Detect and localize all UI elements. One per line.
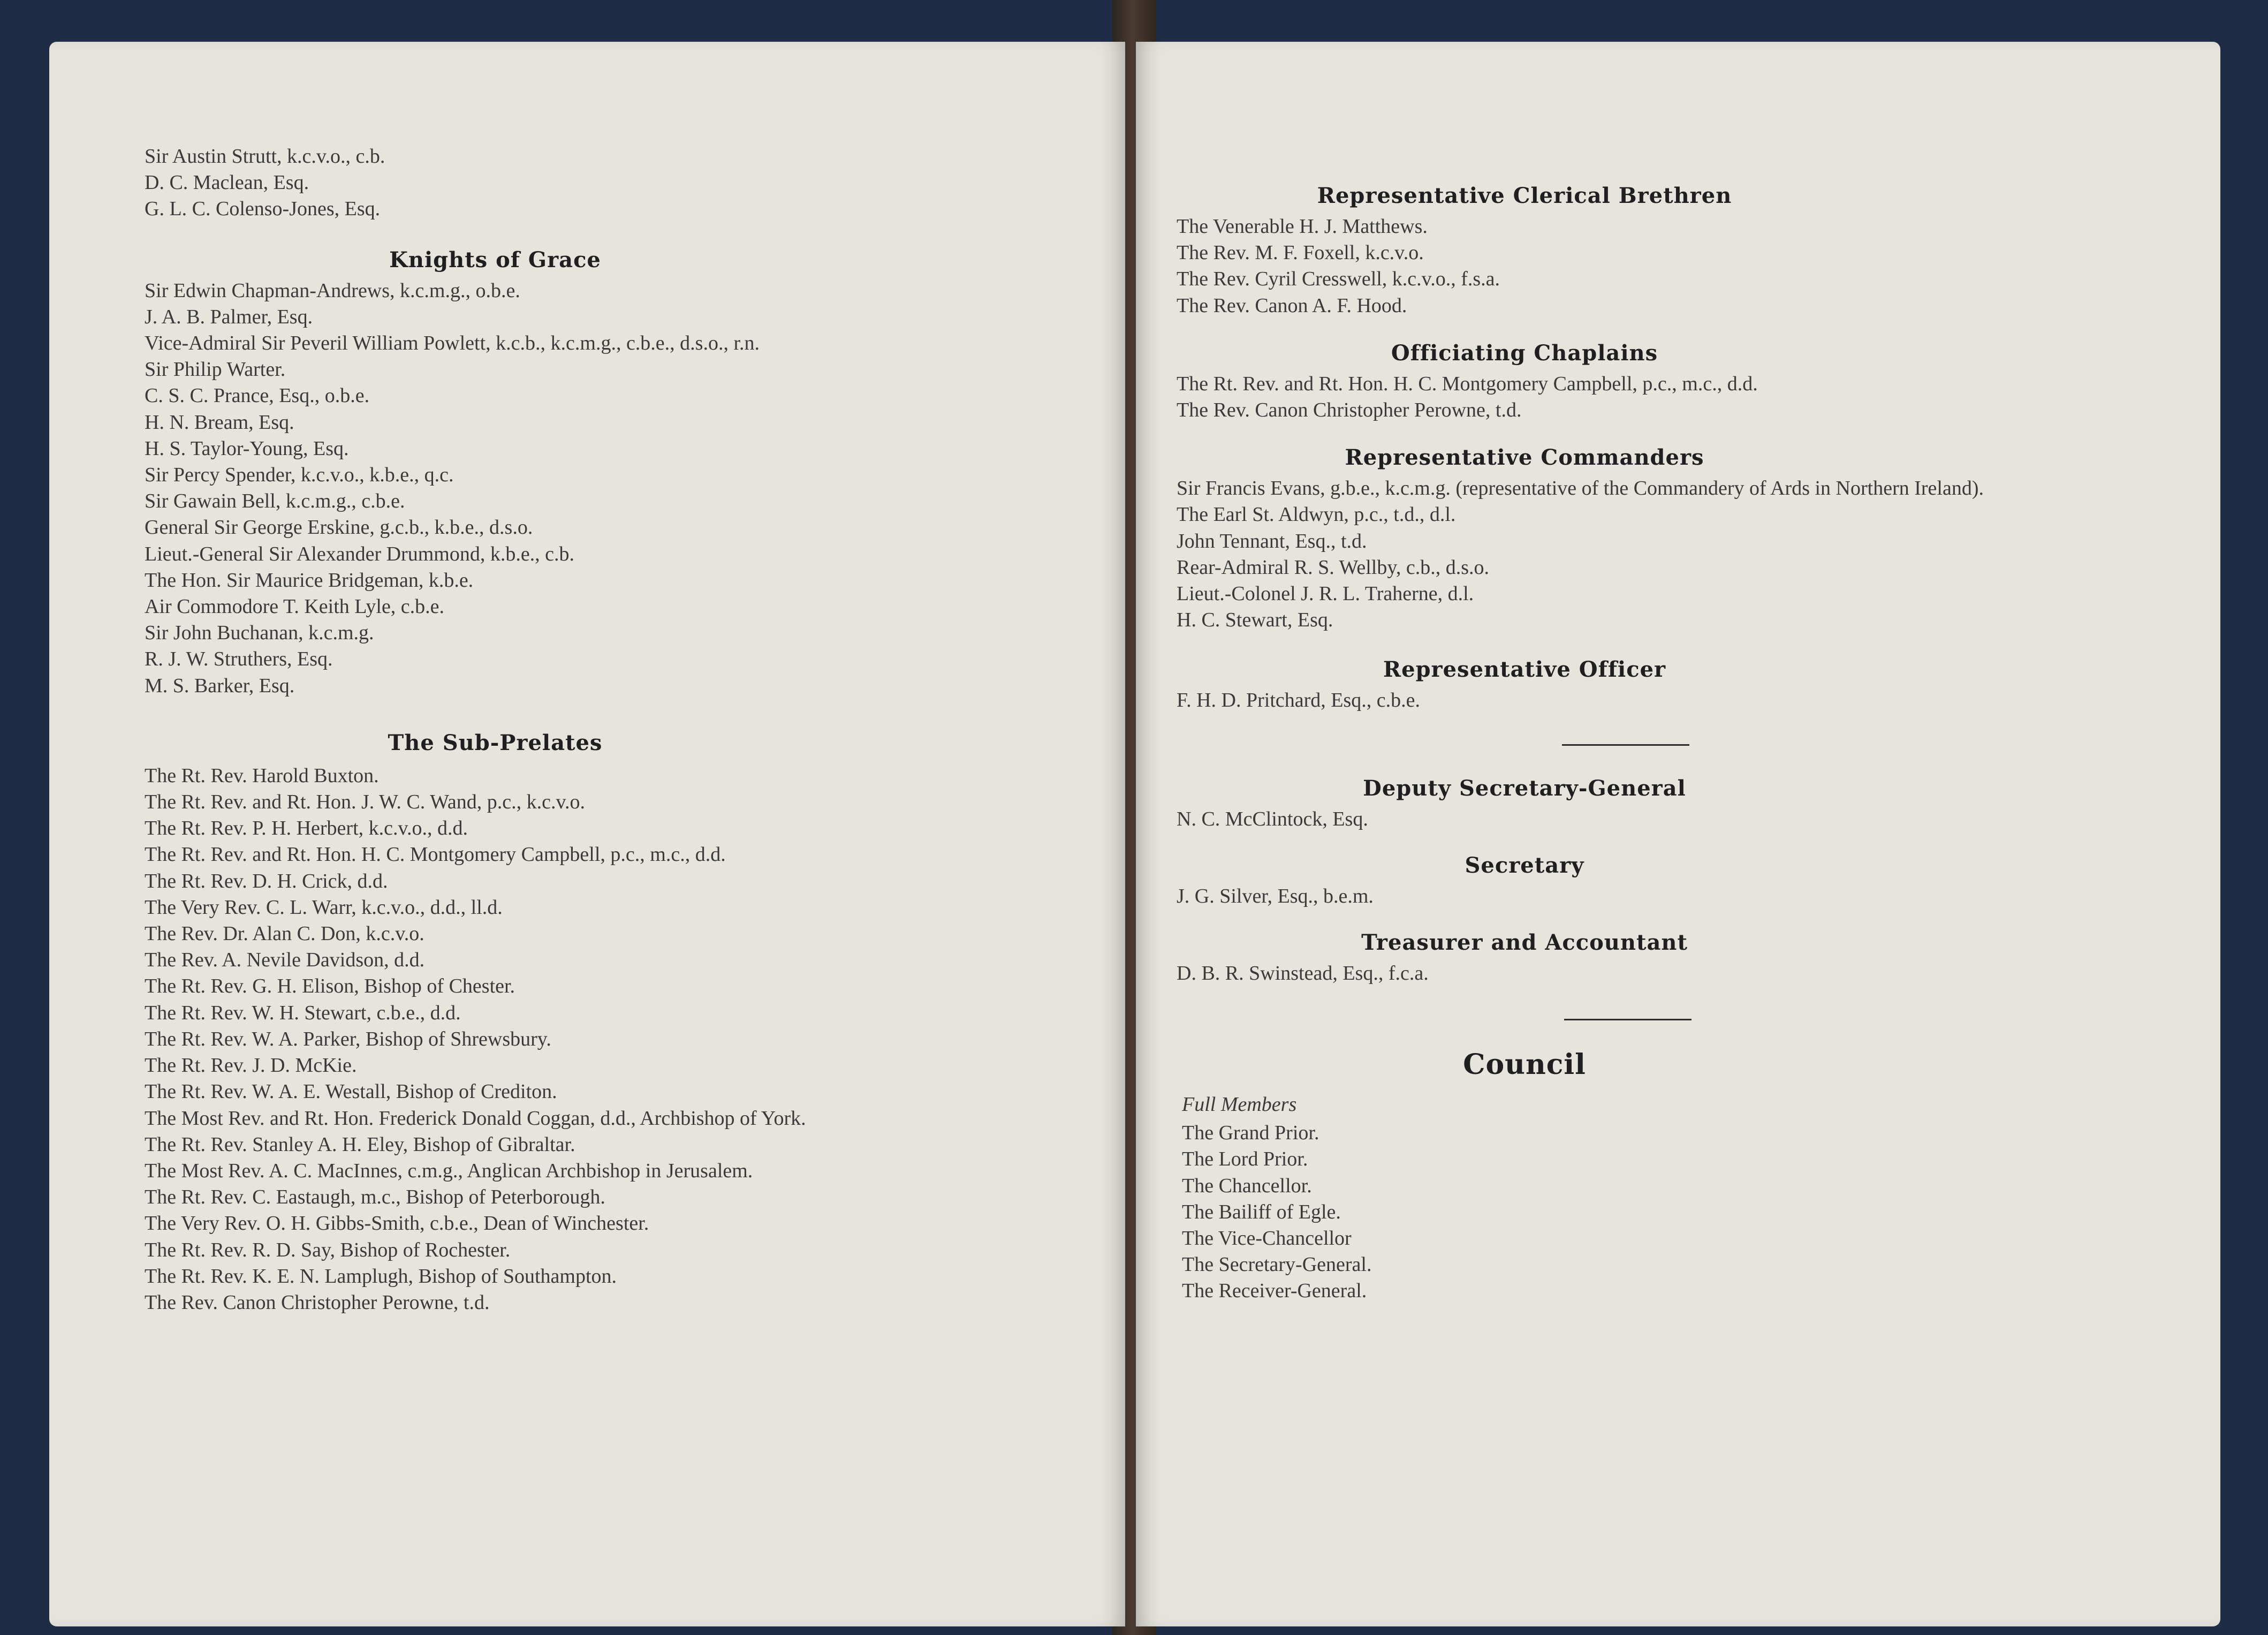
list-item: The Rt. Rev. K. E. N. Lamplugh, Bishop of Southampton. xyxy=(145,1265,617,1288)
list-item: The Very Rev. O. H. Gibbs-Smith, c.b.e., Dean of Winchester. xyxy=(145,1212,649,1235)
section-divider xyxy=(1564,1019,1691,1020)
section-divider xyxy=(1562,744,1689,746)
clerical-heading: Representative Clerical Brethren xyxy=(1317,183,1732,208)
list-item: The Rt. Rev. Harold Buxton. xyxy=(145,764,379,787)
list-item: The Rev. Cyril Cresswell, k.c.v.o., f.s.a. xyxy=(1177,268,1500,291)
list-item: The Rev. Dr. Alan C. Don, k.c.v.o. xyxy=(145,922,424,945)
officer-heading: Representative Officer xyxy=(1383,657,1666,683)
list-item: The Most Rev. A. C. MacInnes, c.m.g., Anglican Archbishop in Jerusalem. xyxy=(145,1159,753,1182)
list-item: Sir Philip Warter. xyxy=(145,358,286,381)
list-item: The Rev. Canon Christopher Perowne, t.d. xyxy=(145,1291,490,1314)
council-heading: Council xyxy=(1463,1048,1586,1081)
list-item: Sir Francis Evans, g.b.e., k.c.m.g. (representative of the Commandery of Ards in Northern Ireland). xyxy=(1177,477,1984,500)
council-list xyxy=(1177,1120,2097,1304)
list-item: The Rt. Rev. W. H. Stewart, c.b.e., d.d. xyxy=(145,1001,461,1024)
list-item: The Chancellor. xyxy=(1182,1174,1312,1197)
list-item: Rear-Admiral R. S. Wellby, c.b., d.s.o. xyxy=(1177,556,1490,579)
list-item: R. J. W. Struthers, Esq. xyxy=(145,648,333,671)
secretary-heading: Secretary xyxy=(1465,852,1584,878)
list-item: Sir Edwin Chapman-Andrews, k.c.m.g., o.b.e. xyxy=(145,279,520,302)
list-item: The Rev. Canon A. F. Hood. xyxy=(1177,294,1407,317)
knights-heading: Knights of Grace xyxy=(389,247,601,272)
list-item: The Rt. Rev. and Rt. Hon. J. W. C. Wand, p.c., k.c.v.o. xyxy=(145,791,586,814)
list-item: General Sir George Erskine, g.c.b., k.b.e., d.s.o. xyxy=(145,516,533,539)
list-item: The Rt. Rev. W. A. E. Westall, Bishop of Crediton. xyxy=(145,1080,557,1103)
list-item: The Rt. Rev. W. A. Parker, Bishop of Shrewsbury. xyxy=(145,1027,551,1050)
list-item: Air Commodore T. Keith Lyle, c.b.e. xyxy=(145,595,445,618)
list-item: The Rev. M. F. Foxell, k.c.v.o. xyxy=(1177,241,1424,264)
list-item: The Bailiff of Egle. xyxy=(1182,1200,1341,1223)
list-item: The Rt. Rev. J. D. McKie. xyxy=(145,1054,357,1077)
list-item: The Rt. Rev. and Rt. Hon. H. C. Montgomery Campbell, p.c., m.c., d.d. xyxy=(145,843,726,866)
left-column xyxy=(145,143,1065,1316)
treasurer-entry: D. B. R. Swinstead, Esq., f.c.a. xyxy=(1177,962,1429,985)
list-item: Sir Gawain Bell, k.c.m.g., c.b.e. xyxy=(145,490,405,513)
list-item: M. S. Barker, Esq. xyxy=(145,674,295,697)
list-item: G. L. C. Colenso-Jones, Esq. xyxy=(145,198,381,221)
subprelates-list xyxy=(145,763,1065,1316)
list-item: The Vice-Chancellor xyxy=(1182,1227,1352,1250)
list-item: The Venerable H. J. Matthews. xyxy=(1177,215,1428,238)
clerical-list xyxy=(1177,214,2097,319)
chaplains-list xyxy=(1177,371,2097,423)
list-item: The Rev. A. Nevile Davidson, d.d. xyxy=(145,949,425,972)
list-item: The Very Rev. C. L. Warr, k.c.v.o., d.d., ll.d. xyxy=(145,896,503,919)
list-item: Lieut.-Colonel J. R. L. Traherne, d.l. xyxy=(1177,582,1474,605)
list-item: J. A. B. Palmer, Esq. xyxy=(145,305,313,328)
list-item: The Hon. Sir Maurice Bridgeman, k.b.e. xyxy=(145,569,474,592)
list-item: The Most Rev. and Rt. Hon. Frederick Donald Coggan, d.d., Archbishop of York. xyxy=(145,1107,806,1130)
secretary-entry: J. G. Silver, Esq., b.e.m. xyxy=(1177,884,1374,907)
list-item: The Grand Prior. xyxy=(1182,1122,1319,1145)
list-item: The Rt. Rev. R. D. Say, Bishop of Rochester. xyxy=(145,1238,511,1261)
list-item: H. S. Taylor-Young, Esq. xyxy=(145,437,349,460)
officer-entry: F. H. D. Pritchard, Esq., c.b.e. xyxy=(1177,689,1420,712)
list-item: H. C. Stewart, Esq. xyxy=(1177,609,1333,632)
list-item: Sir Percy Spender, k.c.v.o., k.b.e., q.c. xyxy=(145,464,454,487)
list-item: H. N. Bream, Esq. xyxy=(145,411,294,434)
top-entries-list xyxy=(145,143,1065,223)
list-item: Lieut.-General Sir Alexander Drummond, k.b.e., c.b. xyxy=(145,542,575,565)
council-subheading: Full Members xyxy=(1182,1093,1297,1116)
list-item: The Rt. Rev. Stanley A. H. Eley, Bishop of Gibraltar. xyxy=(145,1133,575,1156)
knights-list xyxy=(145,278,1065,699)
list-item: The Receiver-General. xyxy=(1182,1280,1367,1303)
commanders-list xyxy=(1177,475,2097,633)
right-column xyxy=(1177,183,2097,1305)
list-item: The Rt. Rev. P. H. Herbert, k.c.v.o., d.d. xyxy=(145,817,468,840)
chaplains-heading: Officiating Chaplains xyxy=(1391,340,1658,366)
list-item: The Rt. Rev. G. H. Elison, Bishop of Chester. xyxy=(145,975,515,998)
list-item: D. C. Maclean, Esq. xyxy=(145,171,309,194)
list-item: The Secretary-General. xyxy=(1182,1253,1372,1276)
deputy-heading: Deputy Secretary-General xyxy=(1363,775,1686,801)
list-item: The Earl St. Aldwyn, p.c., t.d., d.l. xyxy=(1177,503,1456,526)
list-item: Vice-Admiral Sir Peveril William Powlett, k.c.b., k.c.m.g., c.b.e., d.s.o., r.n. xyxy=(145,332,760,355)
treasurer-heading: Treasurer and Accountant xyxy=(1361,930,1688,956)
list-item: The Lord Prior. xyxy=(1182,1148,1308,1171)
subprelates-heading: The Sub-Prelates xyxy=(388,730,603,755)
commanders-heading: Representative Commanders xyxy=(1345,445,1704,471)
list-item: The Rt. Rev. D. H. Crick, d.d. xyxy=(145,869,388,892)
list-item: John Tennant, Esq., t.d. xyxy=(1177,529,1367,552)
deputy-entry: N. C. McClintock, Esq. xyxy=(1177,807,1368,830)
list-item: C. S. C. Prance, Esq., o.b.e. xyxy=(145,384,370,407)
list-item: The Rt. Rev. C. Eastaugh, m.c., Bishop of Peterborough. xyxy=(145,1186,605,1209)
list-item: Sir John Buchanan, k.c.m.g. xyxy=(145,622,374,645)
list-item: The Rt. Rev. and Rt. Hon. H. C. Montgomery Campbell, p.c., m.c., d.d. xyxy=(1177,372,1758,395)
list-item: Sir Austin Strutt, k.c.v.o., c.b. xyxy=(145,145,385,168)
list-item: The Rev. Canon Christopher Perowne, t.d. xyxy=(1177,399,1522,422)
